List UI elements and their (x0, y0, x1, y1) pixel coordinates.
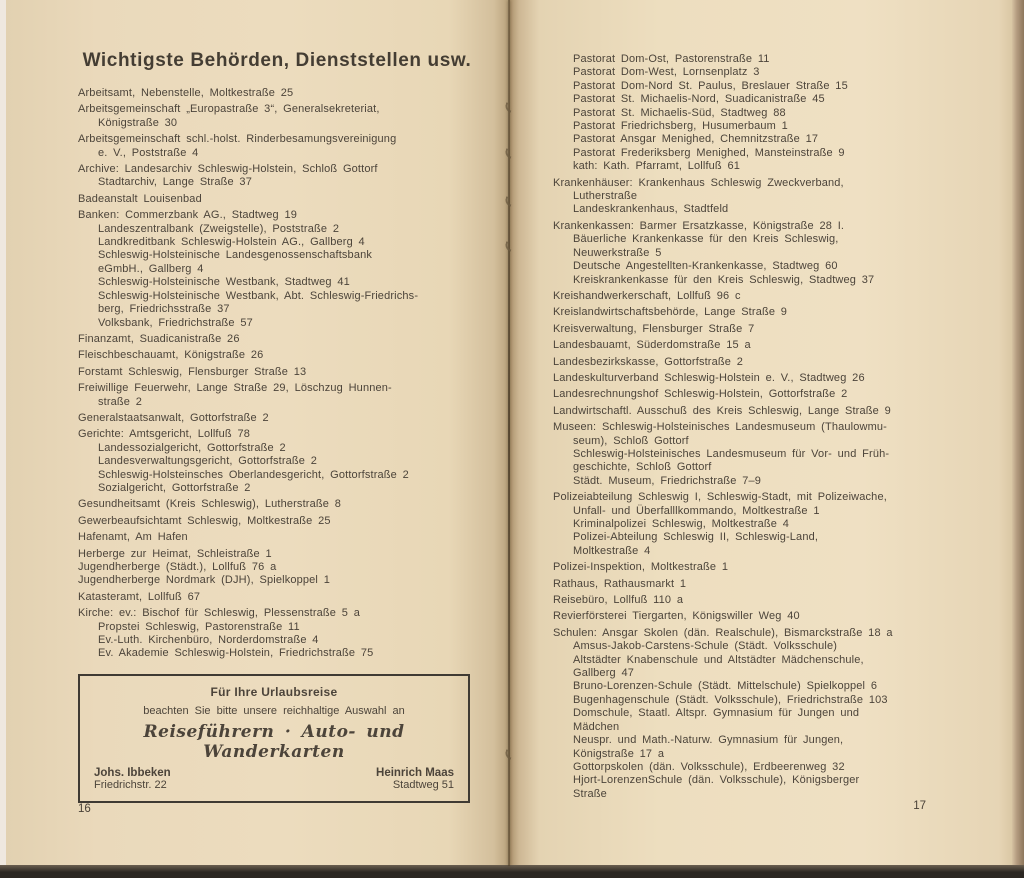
directory-line: Gottorpskolen (dän. Volksschule), Erdbeerenweg 32 (573, 760, 845, 773)
directory-line: e. V., Poststraße 4 (98, 146, 199, 159)
ad-vendor-name-left: Johs. Ibbeken (94, 766, 171, 779)
directory-line: Pastorat St. Michaelis-Nord, Suadicanistraße 45 (573, 93, 825, 106)
directory-line: Kirche: ev.: Bischof für Schleswig, Plessenstraße 5 a (78, 607, 361, 620)
directory-line: Bruno-Lorenzen-Schule (Städt. Mittelschule) Spielkoppel 6 (573, 680, 878, 693)
directory-line: Straße (573, 787, 607, 800)
directory-entry (78, 428, 476, 495)
directory-line: Schleswig-Holsteinsches Oberlandesgericht, Gottorfstraße 2 (98, 468, 409, 481)
directory-line: Lutherstraße (573, 190, 638, 203)
directory-line: Domschule, Staatl. Altspr. Gymnasium für Jungen und (573, 707, 860, 720)
ad-vendor-address-left: Friedrichstr. 22 (94, 778, 167, 791)
page-stack-edge (1012, 0, 1024, 868)
ad-products-line: Reiseführern · Auto- und Wanderkarten (143, 721, 405, 762)
ad-vendor-left (94, 767, 171, 791)
directory-line: Schleswig-Holsteinisches Landesmuseum für Vor- und Früh- (573, 447, 890, 460)
directory-entry (553, 388, 944, 401)
directory-line: Gesundheitsamt (Kreis Schleswig), Lutherstraße 8 (78, 498, 341, 511)
directory-line: Kreislandwirtschaftsbehörde, Lange Straße 9 (553, 306, 788, 319)
directory-line: Badeanstalt Louisenbad (78, 192, 202, 205)
page-title: Wichtigste Behörden, Dienststellen usw. (82, 50, 472, 71)
page-number-right: 17 (913, 800, 926, 812)
directory-line: Banken: Commerzbank AG., Stadtweg 19 (78, 209, 298, 222)
directory-line: Pastorat St. Michaelis-Süd, Stadtweg 88 (573, 106, 786, 119)
directory-entry (78, 548, 476, 588)
directory-line: Landkreditbank Schleswig-Holstein AG., Gallberg 4 (98, 236, 365, 249)
directory-line: straße 2 (98, 395, 143, 408)
directory-line: Mädchen (573, 720, 620, 733)
directory-entry (553, 356, 944, 369)
directory-entry (78, 103, 476, 130)
directory-entry (553, 323, 944, 336)
directory-line: Gewerbeaufsichtamt Schleswig, Moltkestraße 25 (78, 514, 331, 527)
scan-bottom-shadow (0, 865, 1024, 878)
directory-list-left (78, 87, 476, 661)
directory-line: Landessozialgericht, Gottorfstraße 2 (98, 441, 286, 454)
directory-line: Kriminalpolizei Schleswig, Moltkestraße 4 (573, 518, 790, 530)
directory-entry (78, 412, 476, 425)
directory-entry (553, 53, 944, 174)
directory-line: Volksbank, Friedrichstraße 57 (98, 316, 253, 329)
directory-line: kath: Kath. Pfarramt, Lollfuß 61 (573, 160, 741, 173)
directory-line: Landeszentralbank (Zweigstelle), Poststraße 2 (98, 222, 340, 235)
directory-entry (78, 607, 476, 661)
directory-line: Revierförsterei Tiergarten, Königswiller Weg 40 (553, 610, 800, 623)
directory-line: Städt. Museum, Friedrichstraße 7–9 (573, 474, 762, 487)
spine-crease (508, 0, 510, 866)
directory-line: Pastorat Ansgar Menighed, Chemnitzstraße 17 (573, 133, 819, 146)
page-right (509, 0, 1014, 866)
directory-line: Hjort-LorenzenSchule (dän. Volksschule), Königsberger (573, 774, 860, 787)
directory-line: Polizeiabteilung Schleswig I, Schleswig-Stadt, mit Polizeiwache, (553, 491, 887, 504)
directory-line: Arbeitsgemeinschaft schl.-holst. Rinderbesamungsvereinigung (78, 133, 397, 146)
directory-line: Schleswig-Holsteinische Westbank, Abt. Schleswig-Friedrichs- (98, 289, 419, 302)
directory-line: Katasteramt, Lollfuß 67 (78, 590, 201, 603)
directory-line: Moltkestraße 4 (573, 544, 651, 557)
directory-list-right (553, 53, 944, 801)
directory-line: berg, Friedrichsstraße 37 (98, 303, 230, 316)
directory-line: Altstädter Knabenschule und Altstädter Mädchenschule, (573, 653, 864, 666)
page-number-left: 16 (78, 803, 91, 815)
directory-line: Landwirtschaftl. Ausschuß des Kreis Schleswig, Lange Straße 9 (553, 404, 891, 417)
page-left (6, 0, 509, 866)
directory-entry (78, 133, 476, 160)
directory-line: Propstei Schleswig, Pastorenstraße 11 (98, 620, 300, 633)
directory-line: Arbeitsgemeinschaft „Europastraße 3“, Generalsekreteriat, (78, 103, 380, 116)
directory-line: Landesbezirkskasse, Gottorfstraße 2 (553, 355, 743, 368)
directory-line: Neuwerkstraße 5 (573, 246, 662, 259)
directory-entry (553, 306, 944, 319)
directory-line: Kreiskrankenkasse für den Kreis Schleswig, Stadtweg 37 (573, 273, 875, 286)
directory-line: Bäuerliche Krankenkasse für den Kreis Schleswig, (573, 233, 839, 246)
directory-line: Landesrechnungshof Schleswig-Holstein, Gottorfstraße 2 (553, 388, 848, 401)
ad-vendor-address-right: Stadtweg 51 (392, 778, 454, 791)
directory-line: Landeskulturverband Schleswig-Holstein e. V., Stadtweg 26 (553, 371, 865, 384)
directory-entry (78, 333, 476, 346)
directory-entry (553, 405, 944, 418)
directory-line: Museen: Schleswig-Holsteinisches Landesmuseum (Thaulowmu- (553, 421, 887, 434)
directory-line: Kreishandwerkerschaft, Lollfuß 96 c (553, 289, 741, 302)
directory-line: Königstraße 30 (98, 116, 178, 129)
directory-entry (78, 382, 476, 409)
directory-entry (78, 591, 476, 604)
directory-entry (553, 177, 944, 217)
directory-line: eGmbH., Gallberg 4 (98, 262, 204, 275)
directory-line: Unfall- und Überfalllkommando, Moltkestraße 1 (573, 504, 820, 517)
directory-line: Ev.-Luth. Kirchenbüro, Norderdomstraße 4 (98, 634, 319, 647)
directory-line: Polizei-Inspektion, Moltkestraße 1 (553, 561, 729, 574)
directory-entry (553, 594, 944, 607)
directory-line: Ev. Akademie Schleswig-Holstein, Friedrichstraße 75 (98, 647, 374, 660)
directory-line: Amsus-Jakob-Carstens-Schule (Städt. Volksschule) (573, 640, 838, 653)
advertisement-box (78, 674, 470, 803)
directory-entry (78, 349, 476, 362)
ad-vendor-right (376, 767, 454, 791)
directory-entry (553, 561, 944, 574)
directory-line: Stadtarchiv, Lange Straße 37 (98, 176, 252, 189)
directory-line: Krankenhäuser: Krankenhaus Schleswig Zweckverband, (553, 176, 844, 189)
directory-line: Polizei-Abteilung Schleswig II, Schleswig-Land, (573, 531, 819, 544)
directory-line: Krankenkassen: Barmer Ersatzkasse, Königstraße 28 I. (553, 219, 845, 232)
page-right-content (509, 0, 1014, 866)
directory-entry (78, 87, 476, 100)
directory-entry (553, 491, 944, 558)
directory-line: Landesverwaltungsgericht, Gottorfstraße 2 (98, 455, 318, 468)
ad-headline: Für Ihre Urlaubsreise (210, 684, 338, 699)
directory-entry (553, 339, 944, 352)
directory-line: Freiwillige Feuerwehr, Lange Straße 29, Löschzug Hunnen- (78, 382, 392, 395)
ad-vendor-name-right: Heinrich Maas (376, 766, 454, 779)
directory-line: Fleischbeschauamt, Königstraße 26 (78, 349, 264, 362)
directory-entry (553, 220, 944, 287)
directory-line: seum), Schloß Gottorf (573, 434, 689, 447)
directory-line: Pastorat Dom-Ost, Pastorenstraße 11 (573, 53, 770, 65)
directory-line: Pastorat Dom-Nord St. Paulus, Breslauer Straße 15 (573, 79, 848, 92)
ad-vendor-columns (94, 767, 454, 791)
stitch-thread (504, 749, 513, 759)
directory-line: Archive: Landesarchiv Schleswig-Holstein, Schloß Gottorf (78, 163, 378, 176)
directory-line: Schulen: Ansgar Skolen (dän. Realschule), Bismarckstraße 18 a (553, 626, 893, 639)
directory-line: Herberge zur Heimat, Schleistraße 1 (78, 547, 272, 560)
directory-line: Landesbauamt, Süderdomstraße 15 a (553, 339, 751, 352)
directory-entry (553, 610, 944, 623)
directory-line: Reisebüro, Lollfuß 110 a (553, 594, 684, 607)
directory-entry (553, 627, 944, 801)
directory-entry (78, 366, 476, 379)
directory-line: Pastorat Dom-West, Lornsenplatz 3 (573, 66, 760, 79)
stitch-thread (504, 241, 513, 251)
directory-entry (78, 209, 476, 330)
stitch-thread (504, 196, 513, 206)
directory-line: Forstamt Schleswig, Flensburger Straße 13 (78, 365, 307, 378)
ad-subline: beachten Sie bitte unsere reichhaltige Auswahl an (143, 704, 405, 717)
directory-line: Königstraße 17 a (573, 747, 665, 760)
directory-line: Schleswig-Holsteinische Westbank, Stadtweg 41 (98, 276, 350, 289)
book-spine (506, 0, 512, 866)
directory-entry (78, 193, 476, 206)
page-left-content (6, 0, 509, 866)
directory-line: Hafenamt, Am Hafen (78, 531, 188, 544)
directory-line: Jugendherberge Nordmark (DJH), Spielkoppel 1 (78, 574, 330, 587)
directory-line: Generalstaatsanwalt, Gottorfstraße 2 (78, 411, 269, 424)
directory-line: Rathaus, Rathausmarkt 1 (553, 577, 687, 590)
directory-line: Arbeitsamt, Nebenstelle, Moltkestraße 25 (78, 87, 294, 99)
stitch-thread (504, 148, 513, 158)
directory-line: Deutsche Angestellten-Krankenkasse, Stadtweg 60 (573, 260, 838, 273)
directory-entry (553, 290, 944, 303)
directory-line: Jugendherberge (Städt.), Lollfuß 76 a (78, 561, 277, 573)
directory-entry (553, 578, 944, 591)
directory-entry (78, 515, 476, 528)
directory-line: Bugenhagenschule (Städt. Volksschule), Friedrichstraße 103 (573, 693, 888, 706)
directory-line: Landeskrankenhaus, Stadtfeld (573, 203, 729, 216)
directory-line: Neuspr. und Math.-Naturw. Gymnasium für Jungen, (573, 734, 844, 747)
directory-entry (553, 372, 944, 385)
directory-line: Kreisverwaltung, Flensburger Straße 7 (553, 322, 755, 335)
directory-line: Schleswig-Holsteinische Landesgenossenschaftsbank (98, 249, 373, 262)
stitch-thread (504, 102, 513, 112)
directory-entry (78, 163, 476, 190)
directory-line: Pastorat Friedrichsberg, Husumerbaum 1 (573, 120, 788, 133)
directory-line: Sozialgericht, Gottorfstraße 2 (98, 481, 251, 494)
directory-line: Pastorat Frederiksberg Menighed, Mansteinstraße 9 (573, 146, 845, 159)
directory-line: geschichte, Schloß Gottorf (573, 461, 712, 474)
directory-line: Finanzamt, Suadicanistraße 26 (78, 332, 240, 345)
directory-entry (78, 531, 476, 544)
directory-entry (553, 421, 944, 488)
directory-line: Gerichte: Amtsgericht, Lollfuß 78 (78, 428, 251, 441)
directory-line: Gallberg 47 (573, 667, 635, 680)
directory-entry (78, 498, 476, 511)
